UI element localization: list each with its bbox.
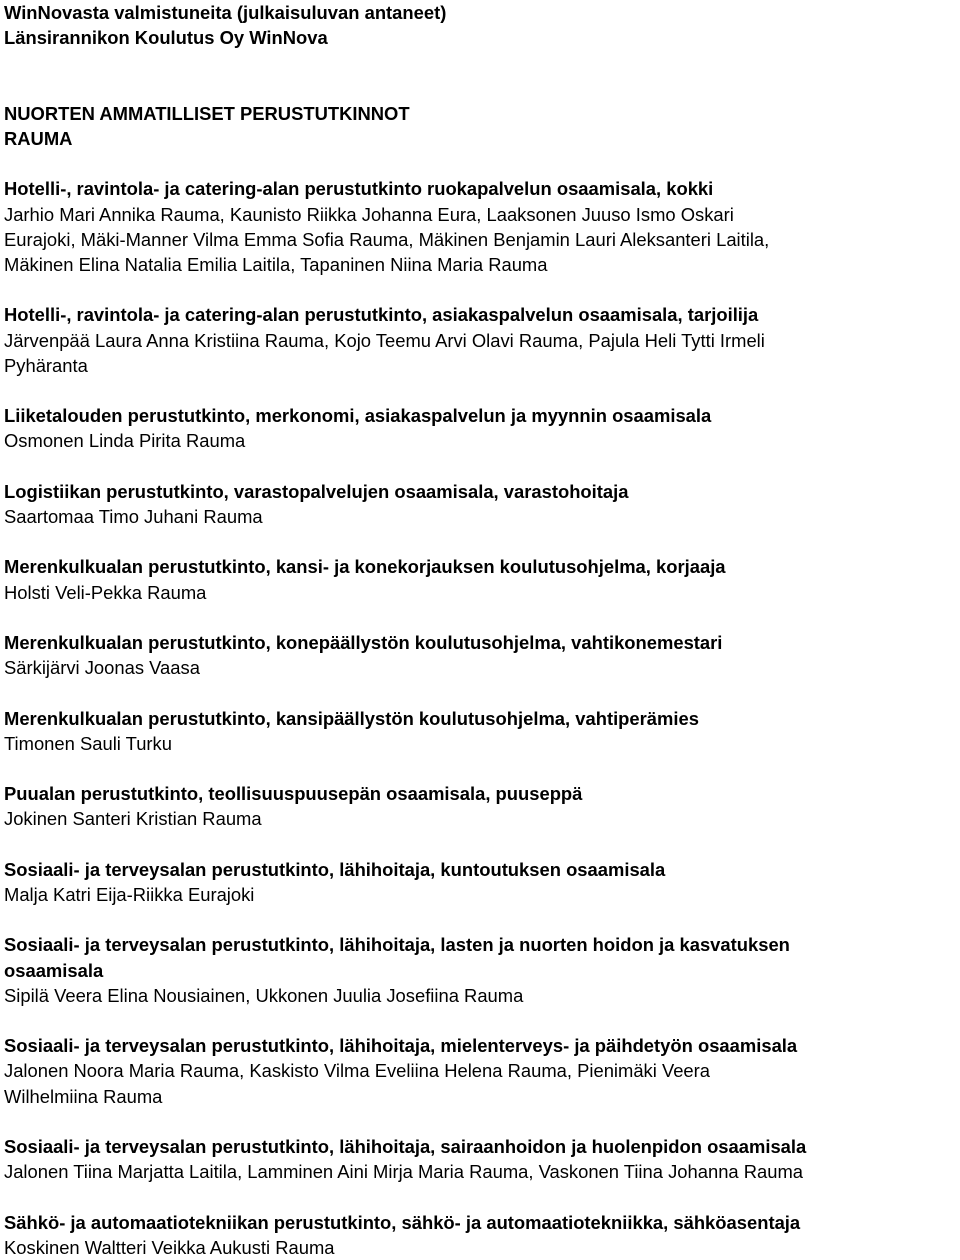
graduate-names: Koskinen Waltteri Veikka Aukusti Rauma bbox=[4, 1236, 335, 1258]
degree-list bbox=[4, 176, 960, 1260]
graduate-names: Jalonen Tiina Marjatta Laitila, Lamminen Aini Mirja Maria Rauma, Vaskonen Tiina Johanna Rauma bbox=[4, 1161, 804, 1183]
degree-section bbox=[4, 630, 960, 680]
spacer bbox=[4, 151, 960, 176]
graduate-names: Jarhio Mari Annika Rauma, Kaunisto Riikka Johanna Eura, Laaksonen Juuso Ismo Oskari bbox=[4, 203, 734, 225]
graduate-names: Sipilä Veera Elina Nousiainen, Ukkonen Juulia Josefiina Rauma bbox=[4, 984, 524, 1006]
degree-title: Sosiaali- ja terveysalan perustutkinto, lähihoitaja, mielenterveys- ja päihdetyön osaamisala bbox=[4, 1035, 798, 1057]
document-title-line-2: Länsirannikon Koulutus Oy WinNova bbox=[4, 27, 328, 49]
graduate-names: Osmonen Linda Pirita Rauma bbox=[4, 430, 246, 452]
degree-section bbox=[4, 479, 960, 529]
spacer bbox=[4, 50, 960, 100]
graduate-names: Särkijärvi Joonas Vaasa bbox=[4, 657, 200, 679]
degree-title: Merenkulkualan perustutkinto, konepäällystön koulutusohjelma, vahtikonemestari bbox=[4, 631, 723, 653]
graduate-names: Jokinen Santeri Kristian Rauma bbox=[4, 808, 262, 830]
degree-title: Logistiikan perustutkinto, varastopalvelujen osaamisala, varastohoitaja bbox=[4, 480, 629, 502]
section-heading: NUORTEN AMMATILLISET PERUSTUTKINNOT bbox=[4, 102, 410, 124]
degree-section bbox=[4, 706, 960, 756]
degree-title: Sähkö- ja automaatiotekniikan perustutkinto, sähkö- ja automaatiotekniikka, sähköasentaja bbox=[4, 1211, 801, 1233]
degree-title: Sosiaali- ja terveysalan perustutkinto, lähihoitaja, kuntoutuksen osaamisala bbox=[4, 858, 666, 880]
document-title-line-1: WinNovasta valmistuneita (julkaisuluvan antaneet) bbox=[4, 2, 447, 23]
graduate-names: Holsti Veli-Pekka Rauma bbox=[4, 581, 207, 603]
degree-section bbox=[4, 857, 960, 907]
degree-section bbox=[4, 554, 960, 604]
document-page bbox=[4, 0, 960, 1260]
degree-title: Sosiaali- ja terveysalan perustutkinto, lähihoitaja, lasten ja nuorten hoidon ja kasvatuksen bbox=[4, 934, 790, 956]
graduate-names: Järvenpää Laura Anna Kristiina Rauma, Kojo Teemu Arvi Olavi Rauma, Pajula Heli Tytti Irmeli bbox=[4, 329, 765, 351]
degree-section bbox=[4, 403, 960, 453]
degree-title: Hotelli-, ravintola- ja catering-alan perustutkinto, asiakaspalvelun osaamisala, tarjoilija bbox=[4, 304, 759, 326]
degree-section bbox=[4, 932, 960, 1008]
degree-title: Puualan perustutkinto, teollisuuspuusepän osaamisala, puuseppä bbox=[4, 783, 583, 805]
graduate-names: Mäkinen Elina Natalia Emilia Laitila, Tapaninen Niina Maria Rauma bbox=[4, 254, 548, 275]
degree-section bbox=[4, 781, 960, 831]
degree-section bbox=[4, 1033, 960, 1109]
graduate-names: Saartomaa Timo Juhani Rauma bbox=[4, 505, 263, 527]
degree-title: Merenkulkualan perustutkinto, kansi- ja konekorjauksen koulutusohjelma, korjaaja bbox=[4, 556, 726, 578]
location-heading: RAUMA bbox=[4, 128, 73, 149]
graduate-names: Pyhäranta bbox=[4, 354, 88, 376]
graduate-names: Timonen Sauli Turku bbox=[4, 732, 172, 754]
degree-section bbox=[4, 302, 960, 378]
degree-title: Hotelli-, ravintola- ja catering-alan perustutkinto ruokapalvelun osaamisala, kokki bbox=[4, 178, 714, 200]
degree-section bbox=[4, 176, 960, 277]
degree-section bbox=[4, 1134, 960, 1184]
degree-section bbox=[4, 1210, 960, 1260]
graduate-names: Malja Katri Eija-Riikka Eurajoki bbox=[4, 883, 255, 905]
graduate-names: Wilhelmiina Rauma bbox=[4, 1085, 163, 1107]
degree-title: Sosiaali- ja terveysalan perustutkinto, lähihoitaja, sairaanhoidon ja huolenpidon osaamisala bbox=[4, 1135, 807, 1157]
degree-title: osaamisala bbox=[4, 959, 104, 981]
graduate-names: Jalonen Noora Maria Rauma, Kaskisto Vilma Eveliina Helena Rauma, Pienimäki Veera bbox=[4, 1060, 711, 1082]
degree-title: Merenkulkualan perustutkinto, kansipäällystön koulutusohjelma, vahtiperämies bbox=[4, 707, 699, 729]
graduate-names: Eurajoki, Mäki-Manner Vilma Emma Sofia Rauma, Mäkinen Benjamin Lauri Aleksanteri Laitila, bbox=[4, 228, 770, 250]
degree-title: Liiketalouden perustutkinto, merkonomi, asiakaspalvelun ja myynnin osaamisala bbox=[4, 405, 712, 427]
